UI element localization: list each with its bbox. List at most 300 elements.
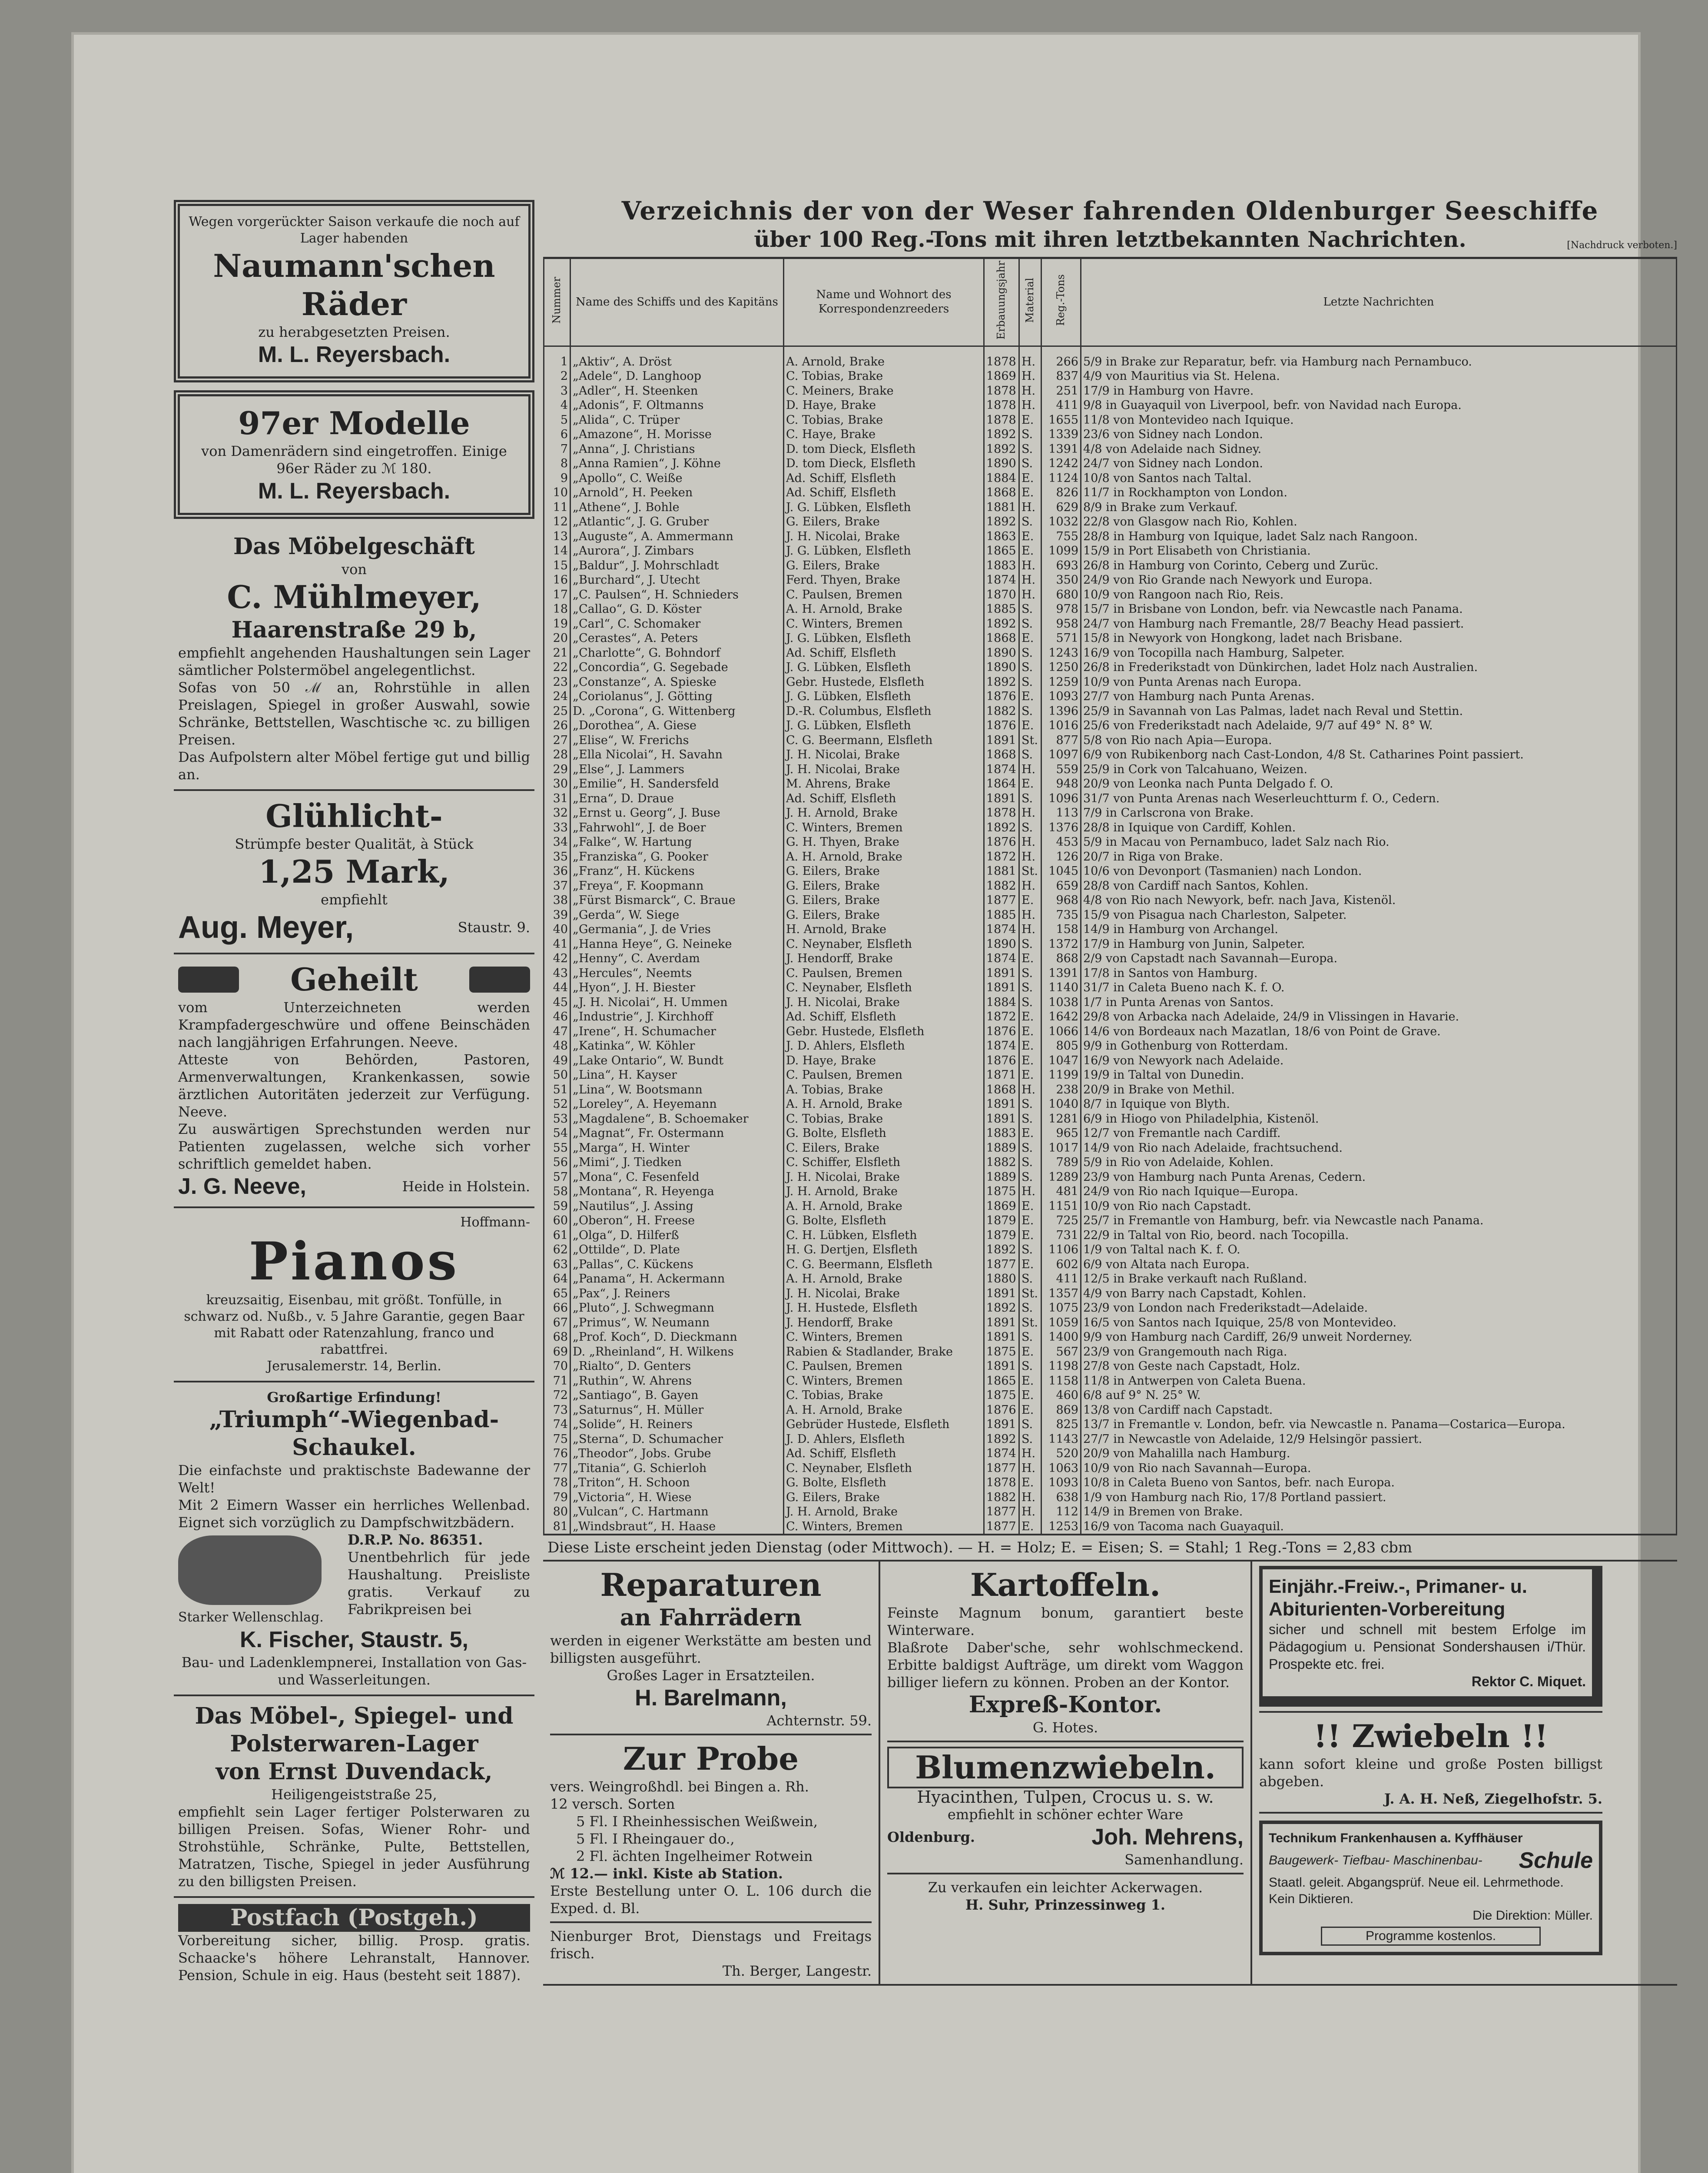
ship-last-news: 26/8 in Hamburg von Corinto, Ceberg und Zurüc. [1081,558,1677,573]
ad-kartoffeln-seller: Expreß-Kontor. [968,1691,1162,1718]
ship-material: S. [1019,995,1041,1010]
ad-triumph-text1: Die einfachste und praktischste Badewanne der Welt! [178,1462,530,1496]
ship-row [544,704,1677,719]
ship-material: S. [1019,456,1041,471]
ship-name-captain: „Industrie“, J. Kirchhoff [570,1010,784,1024]
ship-last-news: 23/9 von Grangemouth nach Riga. [1081,1345,1677,1359]
ship-last-news: 31/7 in Caleta Bueno nach K. f. O. [1081,980,1677,995]
ship-tons: 238 [1041,1083,1081,1097]
bathtub-icon [178,1535,322,1605]
ad-technikum-program: Programme kostenlos. [1321,1927,1541,1946]
ship-owner: D. tom Dieck, Elsfleth [784,442,984,457]
ship-row [544,529,1677,544]
ship-year: 1892 [984,442,1019,457]
ship-last-news: 10/9 von Punta Arenas nach Europa. [1081,675,1677,690]
ship-number: 67 [544,1316,570,1330]
ship-owner: G. H. Thyen, Brake [784,835,984,850]
ship-material: E. [1019,1068,1041,1083]
ship-tons: 126 [1041,850,1081,864]
ship-year: 1878 [984,1475,1019,1490]
ship-owner: J. G. Lübken, Elsfleth [784,689,984,704]
ship-row [544,762,1677,777]
ship-number: 31 [544,791,570,806]
ship-material: S. [1019,427,1041,442]
ship-name-captain: „Constanze“, A. Spieske [570,675,784,690]
ship-year: 1885 [984,602,1019,617]
ship-number: 51 [544,1083,570,1097]
pointing-hand-icon [469,967,530,993]
ship-year: 1878 [984,398,1019,413]
ship-row [544,1155,1677,1170]
ship-tons: 411 [1041,1272,1081,1286]
ship-last-news: 29/8 von Arbacka nach Adelaide, 24/9 in Vlissingen in Havarie. [1081,1010,1677,1024]
ad-postfach-text: Vorbereitung sicher, billig. Prosp. gratis. Schaacke's höhere Lehranstalt, Hannover. Pension, Schule in eig. Haus (besteht seit 1887). [178,1932,530,1984]
ship-material: H. [1019,369,1041,384]
ship-owner: J. G. Lübken, Elsfleth [784,631,984,646]
ship-tons: 1376 [1041,821,1081,835]
ship-owner: A. H. Arnold, Brake [784,1199,984,1214]
ship-row [544,1461,1677,1476]
ad-ackerwagen [887,1874,1244,1914]
ship-last-news: 4/9 von Mauritius via St. Helena. [1081,369,1677,384]
ship-material: H. [1019,1490,1041,1505]
ship-owner: M. Ahrens, Brake [784,777,984,791]
ship-number: 81 [544,1519,570,1534]
ship-name-captain: „Fahrwohl“, J. de Boer [570,821,784,835]
ad-kartoffeln [887,1566,1244,1742]
ship-material: E. [1019,1126,1041,1141]
ship-row [544,1257,1677,1272]
ship-owner: J. H. Arnold, Brake [784,1505,984,1519]
ship-name-captain: „Titania“, G. Schierloh [570,1461,784,1476]
pointing-hand-icon [178,967,239,993]
ship-number: 23 [544,675,570,690]
ship-year: 1877 [984,1505,1019,1519]
ship-number: 28 [544,748,570,762]
ship-name-captain: „Adonis“, F. Oltmanns [570,398,784,413]
ad-blumen-sub: Samenhandlung. [1124,1851,1244,1868]
ship-tons: 789 [1041,1155,1081,1170]
ship-last-news: 31/7 von Punta Arenas nach Weserleuchtturm f. O., Cedern. [1081,791,1677,806]
ad-probe-title: Zur Probe [623,1740,799,1778]
ship-number: 25 [544,704,570,719]
ship-year: 1877 [984,1461,1019,1476]
ship-year: 1889 [984,1141,1019,1156]
ship-material: H. [1019,1505,1041,1519]
ship-last-news: 15/9 von Pisagua nach Charleston, Salpeter. [1081,908,1677,923]
ship-last-news: 16/5 von Santos nach Iquique, 25/8 von Montevideo. [1081,1316,1677,1330]
ship-owner: G. Eilers, Brake [784,864,984,879]
ad-technikum-name: Technikum Frankenhausen a. Kyffhäuser [1269,1831,1523,1846]
ship-last-news: 16/9 von Newyork nach Adelaide. [1081,1053,1677,1068]
ship-row [544,1330,1677,1345]
ship-number: 13 [544,529,570,544]
ship-owner: C. Tobias, Brake [784,413,984,428]
ad-moebel-text3: Das Aufpolstern alter Möbel fertige gut und billig an. [178,749,530,783]
ship-row [544,1417,1677,1432]
ad-geheilt-text1: vom Unterzeichneten werden Krampfadergeschwüre und offene Beinschäden nach langjährigen Erfahrungen. Neeve. [178,999,530,1050]
ship-material: H. [1019,1184,1041,1199]
ad-reparaturen-sub: an Fahrrädern [620,1605,802,1631]
ship-tons: 251 [1041,384,1081,399]
ship-material: St. [1019,1286,1041,1301]
ad-technikum-text: Staatl. geleit. Abgangsprüf. Neue eil. Lehrmethode. Kein Diktieren. [1269,1875,1564,1907]
ship-owner: J. H. Arnold, Brake [784,1184,984,1199]
ship-material: S. [1019,1359,1041,1374]
ad-zwiebeln-seller: J. A. H. Neß, Ziegelhofstr. 5. [1384,1791,1602,1808]
ship-number: 15 [544,558,570,573]
bottom-ads-col2 [880,1562,1252,1984]
ship-owner: J. G. Lübken, Elsfleth [784,500,984,515]
ship-tons: 1391 [1041,442,1081,457]
ship-year: 1884 [984,995,1019,1010]
ship-year: 1876 [984,689,1019,704]
ship-number: 16 [544,573,570,588]
ship-material: S. [1019,821,1041,835]
ship-owner: D.-R. Columbus, Elsfleth [784,704,984,719]
ship-name-captain: „C. Paulsen“, H. Schnieders [570,588,784,602]
ad-reparaturen-title: Reparaturen [600,1566,822,1604]
ship-row [544,1010,1677,1024]
ship-row [544,558,1677,573]
ship-last-news: 17/9 in Hamburg von Havre. [1081,384,1677,399]
ship-owner: C. Paulsen, Bremen [784,1359,984,1374]
ship-material: H. [1019,346,1041,369]
ship-number: 62 [544,1243,570,1257]
ship-number: 56 [544,1155,570,1170]
ship-number: 78 [544,1475,570,1490]
ship-number: 45 [544,995,570,1010]
ship-number: 38 [544,893,570,908]
ship-name-captain: „Emilie“, H. Sandersfeld [570,777,784,791]
ship-last-news: 2/9 von Capstadt nach Savannah—Europa. [1081,951,1677,966]
ship-row [544,1141,1677,1156]
ship-owner: D. Haye, Brake [784,1053,984,1068]
ship-row [544,1374,1677,1389]
ship-name-captain: „Anna Ramien“, J. Köhne [570,456,784,471]
ship-material: S. [1019,602,1041,617]
ship-owner: C. Paulsen, Bremen [784,1068,984,1083]
page-content [174,165,1677,2173]
ship-row [544,1432,1677,1447]
ship-year: 1891 [984,1330,1019,1345]
ship-owner: D. tom Dieck, Elsfleth [784,456,984,471]
ship-owner: C. Meiners, Brake [784,384,984,399]
ship-name-captain: „Franziska“, G. Pooker [570,850,784,864]
ad-reparaturen-lager: Großes Lager in Ersatzteilen. [607,1667,815,1684]
ship-number: 10 [544,485,570,500]
ship-material: E. [1019,529,1041,544]
ship-number: 34 [544,835,570,850]
ship-name-captain: „Theodor“, Jobs. Grube [570,1446,784,1461]
ship-year: 1891 [984,1112,1019,1126]
ship-name-captain: „Athene“, J. Bohle [570,500,784,515]
ad-moebel-address: Haarenstraße 29 b, [231,617,477,643]
ship-last-news: 17/8 in Santos von Hamburg. [1081,966,1677,981]
ship-last-news: 28/8 in Hamburg von Iquique, ladet Salz nach Rangoon. [1081,529,1677,544]
ship-material: E. [1019,1199,1041,1214]
ad-modelle [174,390,534,519]
ad-gluehlicht-seller-row [178,908,530,947]
ship-name-captain: „Pax“, J. Reiners [570,1286,784,1301]
ship-number: 75 [544,1432,570,1447]
ad-duvendack-address: Heiligengeiststraße 25, [271,1786,437,1803]
ship-year: 1890 [984,646,1019,661]
ship-name-captain: „Henny“, C. Averdam [570,951,784,966]
ship-last-news: 27/7 in Newcastle von Adelaide, 12/9 Helsingör passiert. [1081,1432,1677,1447]
ship-number: 54 [544,1126,570,1141]
ship-year: 1875 [984,1184,1019,1199]
ship-year: 1884 [984,471,1019,486]
ship-owner: A. H. Arnold, Brake [784,1097,984,1112]
ad-naumann-product: Räder [301,286,407,322]
ship-last-news: 9/8 in Guayaquil von Liverpool, befr. von Navidad nach Europa. [1081,398,1677,413]
ship-name-captain: „Aktiv“, A. Dröst [570,346,784,369]
ship-name-captain: „Montana“, R. Heyenga [570,1184,784,1199]
bottom-ads-col3 [1252,1562,1609,1984]
ship-number: 4 [544,398,570,413]
ship-last-news: 24/7 von Hamburg nach Fremantle, 28/7 Beachy Head passiert. [1081,617,1677,631]
ship-material: H. [1019,850,1041,864]
ship-number: 39 [544,908,570,923]
ship-owner: H. G. Dertjen, Elsfleth [784,1243,984,1257]
ship-tons: 877 [1041,733,1081,748]
ship-last-news: 5/9 in Macau von Pernambuco, ladet Salz nach Rio. [1081,835,1677,850]
ship-number: 5 [544,413,570,428]
ship-material: E. [1019,1345,1041,1359]
ship-tons: 112 [1041,1505,1081,1519]
ship-row [544,1053,1677,1068]
ship-number: 63 [544,1257,570,1272]
ship-row [544,369,1677,384]
ship-name-captain: „Ernst u. Georg“, J. Buse [570,806,784,821]
ad-gluehlicht-price: 1,25 Mark, [259,853,450,890]
ship-material: H. [1019,922,1041,937]
ship-material: H. [1019,1461,1041,1476]
ad-geheilt-text2: Atteste von Behörden, Pastoren, Armenverwaltungen, Krankenkassen, sowie ärztlichen Autoritäten jederzeit zur Verfügung. Neeve. [178,1051,530,1120]
ship-name-captain: „Pallas“, C. Kückens [570,1257,784,1272]
ship-tons: 1032 [1041,515,1081,529]
ship-last-news: 22/8 von Glasgow nach Rio, Kohlen. [1081,515,1677,529]
ship-name-captain: „Auguste“, A. Ammermann [570,529,784,544]
ship-table [543,257,1677,1534]
ad-naumann-brand: Naumann'schen [213,247,495,284]
ad-probe [550,1735,872,1923]
ship-name-captain: „Falke“, W. Hartung [570,835,784,850]
ship-name-captain: „Callao“, G. D. Köster [570,602,784,617]
ship-name-captain: „Solide“, H. Reiners [570,1417,784,1432]
ship-owner: C. Winters, Bremen [784,1519,984,1534]
ship-last-news: 19/9 in Taltal von Dunedin. [1081,1068,1677,1083]
ship-owner: G. Bolte, Elsfleth [784,1126,984,1141]
ship-name-captain: „Baldur“, J. Mohrschladt [570,558,784,573]
ad-geheilt-title: Geheilt [290,961,418,998]
ship-owner: C. Schiffer, Elsfleth [784,1155,984,1170]
ship-last-news: 6/9 von Rubikenborg nach Cast-London, 4/8 St. Catharines Point passiert. [1081,748,1677,762]
ship-row [544,544,1677,558]
ship-year: 1868 [984,748,1019,762]
ship-tons: 869 [1041,1403,1081,1418]
ship-owner: J. H. Nicolai, Brake [784,1170,984,1185]
ship-name-captain: „Hercules“, Neemts [570,966,784,981]
ship-name-captain: „Sterna“, D. Schumacher [570,1432,784,1447]
ship-year: 1891 [984,1316,1019,1330]
ship-name-captain: „Franz“, H. Kückens [570,864,784,879]
ad-triumph-text3: Unentbehrlich für jede Haushaltung. Preisliste gratis. Verkauf zu Fabrikpreisen bei [348,1549,530,1618]
ship-name-captain: „Anna“, J. Christians [570,442,784,457]
ship-number: 61 [544,1228,570,1243]
ship-material: E. [1019,1388,1041,1403]
ship-row [544,1403,1677,1418]
ship-name-captain: „Irene“, H. Schumacher [570,1024,784,1039]
ship-tons: 1655 [1041,413,1081,428]
ad-zwiebeln-text: kann sofort kleine und große Posten billigst abgeben. [1259,1756,1602,1790]
ship-year: 1874 [984,1446,1019,1461]
ship-row [544,485,1677,500]
ship-owner: A. Tobias, Brake [784,1083,984,1097]
ship-name-captain: „Lina“, H. Kayser [570,1068,784,1083]
ship-row [544,777,1677,791]
ad-zwiebeln [1259,1711,1602,1814]
ship-last-news: 28/8 von Cardiff nach Santos, Kohlen. [1081,879,1677,894]
ship-material: H. [1019,1083,1041,1097]
ship-number: 49 [544,1053,570,1068]
ship-row [544,413,1677,428]
ship-row [544,850,1677,864]
ship-material: S. [1019,1417,1041,1432]
ship-number: 74 [544,1417,570,1432]
ship-owner: C. Haye, Brake [784,427,984,442]
ship-tons: 567 [1041,1345,1081,1359]
ad-reparaturen-text: werden in eigener Werkstätte am besten und billigsten ausgeführt. [550,1632,872,1667]
ship-name-captain: „Amazone“, H. Morisse [570,427,784,442]
ship-name-captain: „Fürst Bismarck“, C. Braue [570,893,784,908]
ship-year: 1882 [984,1490,1019,1505]
ad-triumph-patent: D.R.P. No. 86351. [348,1532,483,1548]
ship-material: S. [1019,646,1041,661]
ship-material: E. [1019,471,1041,486]
ad-technikum [1259,1821,1602,1955]
ship-owner: C. G. Beermann, Elsfleth [784,1257,984,1272]
ship-last-news: 23/9 von Hamburg nach Punta Arenas, Cedern. [1081,1170,1677,1185]
ship-year: 1885 [984,908,1019,923]
ship-year: 1881 [984,500,1019,515]
bottom-ads [543,1562,1677,1986]
ship-material: E. [1019,893,1041,908]
ship-tons: 460 [1041,1388,1081,1403]
ship-last-news: 12/5 in Brake verkauft nach Rußland. [1081,1272,1677,1286]
ship-owner: Rabien & Stadlander, Brake [784,1345,984,1359]
ship-material: H. [1019,762,1041,777]
ship-year: 1872 [984,850,1019,864]
ad-ackerwagen-seller: H. Suhr, Prinzessinweg 1. [965,1897,1166,1914]
ship-name-captain: „Apollo“, C. Weiße [570,471,784,486]
ad-geheilt-seller-row [178,1173,530,1200]
ship-owner: J. Hendorff, Brake [784,1316,984,1330]
ad-einjaehr-text: sicher und schnell mit bestem Erfolge im Pädagogium u. Pensionat Sondershausen i/Thür. Prospekte etc. frei. [1269,1621,1586,1672]
ship-row [544,689,1677,704]
ship-owner: A. Arnold, Brake [784,346,984,369]
ship-tons: 266 [1041,346,1081,369]
ad-blumen-seller: Joh. Mehrens, [1091,1824,1244,1850]
ship-year: 1870 [984,588,1019,602]
ship-owner: C. Winters, Bremen [784,617,984,631]
ship-material: E. [1019,1228,1041,1243]
ship-number: 72 [544,1388,570,1403]
ship-name-captain: „Pluto“, J. Schwegmann [570,1301,784,1316]
ship-name-captain: „Coriolanus“, J. Götting [570,689,784,704]
ship-last-news: 10/8 von Santos nach Taltal. [1081,471,1677,486]
ship-number: 69 [544,1345,570,1359]
ship-row [544,1097,1677,1112]
ship-number: 2 [544,369,570,384]
ship-owner: D. Haye, Brake [784,398,984,413]
ship-tons: 659 [1041,879,1081,894]
ship-last-news: 10/9 von Rio nach Capstadt. [1081,1199,1677,1214]
ship-row [544,1243,1677,1257]
ship-last-news: 24/9 von Rio Grande nach Newyork und Europa. [1081,573,1677,588]
ad-modelle-text: von Damenrädern sind eingetroffen. Einige 96er Räder zu ℳ 180. [201,443,507,477]
ship-row [544,1199,1677,1214]
ship-row [544,937,1677,952]
ship-material: S. [1019,937,1041,952]
ship-tons: 1372 [1041,937,1081,952]
ship-number: 66 [544,1301,570,1316]
ship-material: H. [1019,558,1041,573]
ship-year: 1878 [984,346,1019,369]
ship-owner: Ad. Schiff, Elsfleth [784,1010,984,1024]
ad-pianos-maker: Hoffmann- [460,1215,530,1230]
ship-row [544,821,1677,835]
ship-owner: C. Tobias, Brake [784,1388,984,1403]
ship-last-news: 6/8 auf 9° N. 25° W. [1081,1388,1677,1403]
ad-kartoffeln-text2: Blaßrote Daber'sche, sehr wohlschmeckend. Erbitte baldigst Aufträge, um direkt vom Waggon billiger liefern zu können. Proben an der Kontor. [887,1639,1244,1691]
ship-row [544,346,1677,369]
ship-number: 46 [544,1010,570,1024]
ship-name-captain: „Windsbraut“, H. Haase [570,1519,784,1534]
ship-row [544,1345,1677,1359]
ship-material: S. [1019,1097,1041,1112]
ship-row [544,1068,1677,1083]
ad-blumen-place: Oldenburg. [887,1829,975,1846]
ship-last-news: 10/9 von Rangoon nach Rio, Reis. [1081,588,1677,602]
ship-owner: J. D. Ahlers, Elsfleth [784,1039,984,1053]
ship-owner: G. Eilers, Brake [784,879,984,894]
ship-last-news: 24/7 von Sidney nach London. [1081,456,1677,471]
ship-tons: 1045 [1041,864,1081,879]
ship-name-captain: „Burchard“, J. Utecht [570,573,784,588]
ship-tons: 826 [1041,485,1081,500]
ship-name-captain: „Ruthin“, W. Ahrens [570,1374,784,1389]
ship-owner: A. H. Arnold, Brake [784,1272,984,1286]
ship-last-news: 26/8 in Frederikstadt von Dünkirchen, ladet Holz nach Australien. [1081,660,1677,675]
ship-material: E. [1019,413,1041,428]
ship-material: E. [1019,1039,1041,1053]
ad-naumann [174,200,534,382]
ship-material: S. [1019,442,1041,457]
ship-tons: 1391 [1041,966,1081,981]
ship-tons: 1038 [1041,995,1081,1010]
ship-row [544,1446,1677,1461]
ad-postfach [174,1898,534,1990]
ad-zwiebeln-title: !! Zwiebeln !! [1313,1718,1549,1755]
ship-row [544,500,1677,515]
ship-tons: 958 [1041,617,1081,631]
ad-duvendack [174,1696,534,1898]
ship-number: 21 [544,646,570,661]
ship-number: 24 [544,689,570,704]
ship-tons: 948 [1041,777,1081,791]
